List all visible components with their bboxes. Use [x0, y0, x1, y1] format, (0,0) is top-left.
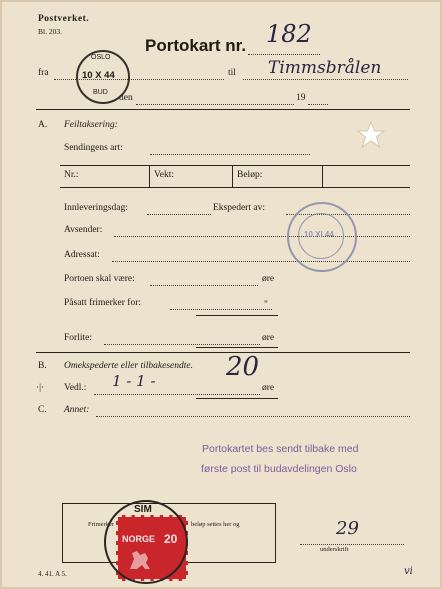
signature-label: underskrift [320, 546, 349, 553]
attached-line [94, 394, 260, 395]
dispatched-by-label: Ekspedert av: [213, 203, 265, 213]
attached-label: Vedl.: [64, 383, 87, 393]
attached-amount: 20 [226, 352, 260, 382]
deficit-line [104, 344, 260, 345]
card-number-line [248, 54, 320, 55]
currency-ore-deficit: øre [262, 333, 275, 343]
sender-line [114, 236, 410, 237]
addressee-line [112, 261, 410, 262]
table-divider [322, 165, 323, 187]
item-kind-line [150, 154, 310, 155]
currency-ore-b: øre [262, 383, 275, 393]
header-rule [36, 109, 410, 110]
attached-count: 1 - 1 - [112, 372, 156, 390]
table-divider [149, 165, 150, 187]
section-c-heading: Annet: [64, 405, 90, 415]
card-number: 182 [266, 20, 312, 48]
stamp-box-text-left: Frimerker [88, 521, 114, 528]
year-prefix: 19 [296, 93, 306, 103]
section-a-letter: A. [38, 120, 48, 130]
posted-date-line [147, 214, 211, 215]
date-label: den [119, 93, 133, 103]
currency-ore: øre [262, 274, 275, 284]
year-line [308, 104, 328, 105]
ditto-mark: " [264, 300, 268, 310]
postage-should-be-label: Portoen skal være: [64, 274, 135, 284]
section-a-heading: Feiltaksering: [64, 120, 118, 130]
stamp-cancellation-postmark: SIM [104, 500, 188, 584]
sum-rule [196, 315, 278, 316]
table-header-weight: Vekt: [154, 170, 175, 180]
stamps-affixed-line [170, 309, 272, 310]
to-line [243, 79, 408, 80]
table-rule-top [60, 165, 410, 166]
oslo-postmark: OSLO 10 X 44 BUD [76, 50, 130, 104]
signature-mark: 29 [336, 518, 359, 539]
postage-should-be-line [150, 285, 258, 286]
corner-mark: vi [404, 566, 413, 577]
section-c-letter: C. [38, 405, 47, 415]
punch-hole-star-icon [356, 120, 386, 150]
from-label: fra [38, 68, 49, 78]
print-code: 4. 41. A 5. [38, 570, 67, 578]
sender-label: Avsender: [64, 225, 103, 235]
table-header-amount: Beløp: [237, 170, 263, 180]
stamp-country: NORGE [122, 534, 156, 544]
total-rule [196, 347, 278, 348]
stamps-affixed-label: Påsatt frimerker for: [64, 298, 142, 308]
posted-date-label: Innleveringsdag: [64, 203, 128, 213]
table-divider [232, 165, 233, 187]
to-label: til [228, 68, 236, 78]
signature-line [300, 544, 404, 545]
transit-postmark: 10 XI 44 [287, 202, 357, 272]
return-instruction-line-2: første post til budavdelingen Oslo [201, 463, 357, 475]
form-number: Bl. 203. [38, 27, 62, 36]
section-a-rule [36, 352, 410, 353]
form-sheet [2, 2, 440, 587]
attachment-mark: ·|· [36, 383, 45, 393]
date-line [136, 104, 294, 105]
stamp-value: 20 [164, 532, 178, 546]
organization-name: Postverket. [38, 14, 90, 24]
page-title: Portokart nr. [145, 36, 247, 55]
to-value: Timmsbrålen [268, 58, 382, 78]
section-b-letter: B. [38, 361, 47, 371]
table-rule-bottom [60, 187, 410, 188]
vedl-rule [196, 398, 278, 399]
addressee-label: Adressat: [64, 250, 100, 260]
table-header-nr: Nr.: [64, 170, 79, 180]
stamp-box-text-right: beløp settes her og [191, 521, 240, 528]
deficit-label: Forlite: [64, 333, 92, 343]
section-b-heading: Omekspederte eller tilbakesendte. [64, 361, 193, 371]
return-instruction-line-1: Portokartet bes sendt tilbake med [202, 443, 359, 455]
item-kind-label: Sendingens art: [64, 143, 123, 153]
other-line [96, 416, 410, 417]
